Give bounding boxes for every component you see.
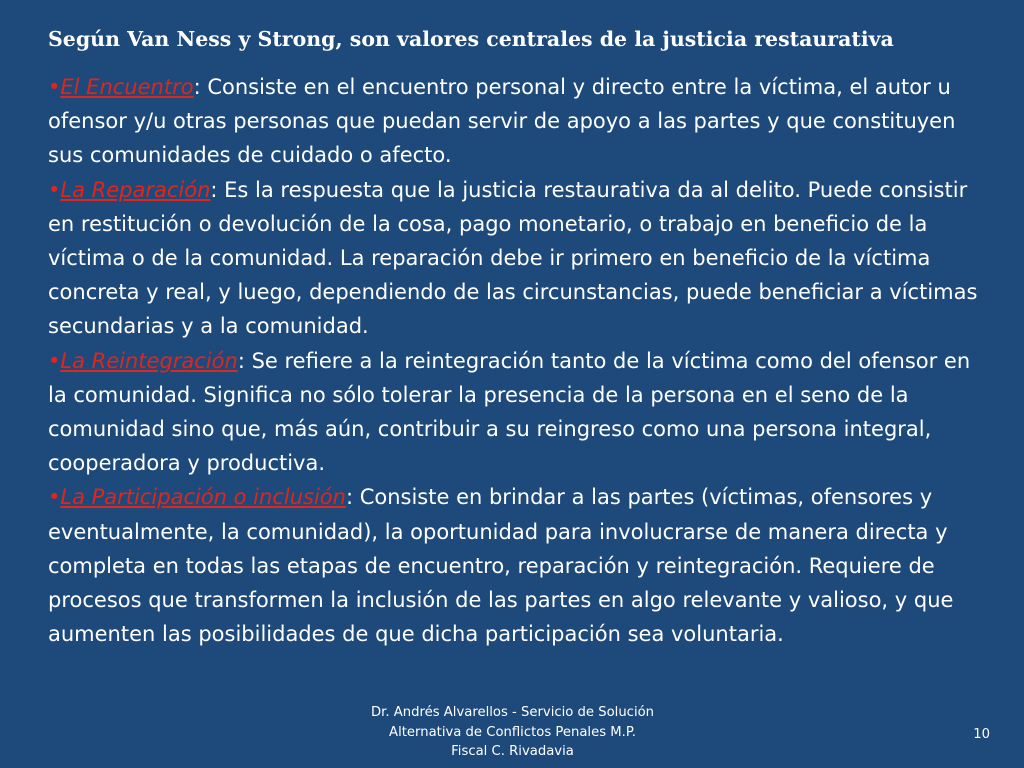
page-number: 10 <box>973 727 990 742</box>
term-participacion: La Participación o inclusión <box>60 485 346 510</box>
point-text: : Consiste en brindar a las partes (víctimas, ofensores y eventualmente, la comunidad), la oportunidad para involucrarse de manera directa y completa en todas las etapas de encuentro, reparación y reintegración. Requiere de procesos que transformen la inclusión de las partes en algo relevante y valioso, y que aumenten las posibilidades de que dicha participación sea voluntaria. <box>48 485 954 647</box>
slide-title: Según Van Ness y Strong, son valores centrales de la justicia restaurativa <box>48 27 894 51</box>
slide-footer <box>360 703 665 762</box>
bullet-icon: • <box>48 177 61 202</box>
footer-line: Fiscal C. Rivadavia <box>451 744 574 759</box>
slide-content <box>48 70 988 651</box>
point-reintegracion <box>48 344 988 481</box>
footer-line: Dr. Andrés Alvarellos - Servicio de Solución <box>370 705 655 720</box>
bullet-icon: • <box>48 75 61 99</box>
term-reparacion: La Reparación <box>60 177 211 202</box>
point-text: : Consiste en el encuentro personal y directo entre la víctima, el autor u ofensor y/u otras personas que puedan servir de apoyo a las partes y que constituyen sus comunidades de cuidado o afecto. <box>48 75 956 168</box>
point-encuentro <box>48 70 988 173</box>
term-encuentro: El Encuentro <box>60 75 194 99</box>
point-reparacion <box>48 173 988 344</box>
point-text: : Es la respuesta que la justicia restaurativa da al delito. Puede consistir en restitución o devolución de la cosa, pago monetario, o trabajo en beneficio de la víctima o de la comunidad. La reparación debe ir primero en beneficio de la víctima concreta y real, y luego, dependiendo de las circunstancias, puede beneficiar a víctimas secundarias y a la comunidad. <box>48 177 978 339</box>
bullet-icon: • <box>48 485 61 510</box>
point-text: : Se refiere a la reintegración tanto de la víctima como del ofensor en la comunidad. Significa no sólo tolerar la presencia de la persona en el seno de la comunidad sino que, más aún, contribuir a su reingreso como una persona integral, cooperadora y productiva. <box>48 348 971 476</box>
point-participacion <box>48 480 988 651</box>
footer-line: Alternativa de Conflictos Penales M.P. <box>389 724 636 740</box>
bullet-icon: • <box>48 348 61 373</box>
term-reintegracion: La Reintegración <box>60 348 238 373</box>
